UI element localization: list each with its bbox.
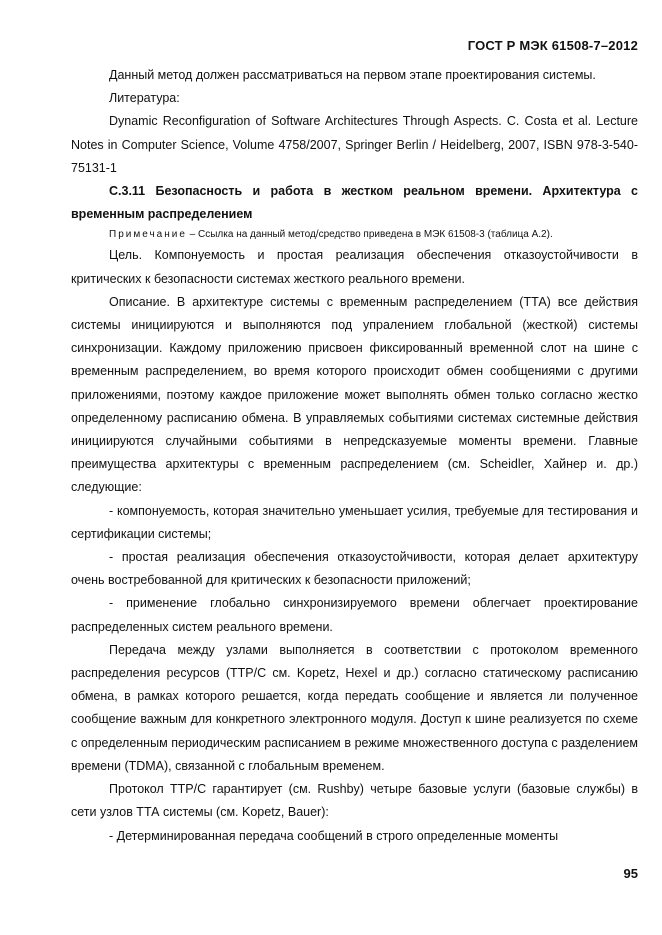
document-header: ГОСТ Р МЭК 61508-7–2012 [467, 38, 638, 53]
list-item-fault-tolerance: - простая реализация обеспечения отказоустойчивости, которая делает архитектуру очень востребованной для критических к безопасности приложений; [71, 550, 638, 588]
note-label: Примечание [109, 229, 187, 241]
list-item-deterministic: - Детерминированная передача сообщений в строго определенные моменты [109, 828, 559, 843]
paragraph-protocol: Протокол TTP/C гарантирует (см. Rushby) четыре базовые услуги (базовые службы) в сети узлов ТТА системы (см. Kopetz, Bauer): [71, 782, 638, 820]
note-text: – Ссылка на данный метод/средство приведена в МЭК 61508-3 (таблица А.2). [186, 229, 553, 241]
page-body [71, 64, 638, 848]
paragraph-description: Описание. В архитектуре системы с временным распределением (ТТА) все действия системы инициируются и выполняются под упралением глобальной (жесткой) системы синхронизации. Каждому приложению присвоен фиксированный временной слот на шине с временным распределением, во время которого происходит обмен сообщениями с другими приложениями, поэтому каждое приложение может выполнять обмен только согласно жестко определенному расписанию обмена. В управляемых событиями системах системные действия инициируются случайными событиями в непредсказуемые моменты времени. Главные преимущества архитектуры с временным распределением (см. Scheidler, Хайнер и. др.) следующие: [71, 294, 638, 495]
paragraph-reference: Dynamic Reconfiguration of Software Architectures Through Aspects. C. Costa et al. Lecture Notes in Computer Science, Volume 4758/2007, Springer Berlin / Heidelberg, 2007, ISBN 978-3-540-75131-1 [71, 114, 638, 175]
paragraph-goal: Цель. Компонуемость и простая реализация обеспечения отказоустойчивости в критических к безопасности системах жесткого реального времени. [71, 248, 638, 286]
list-item-composability: - компонуемость, которая значительно уменьшает усилия, требуемые для тестирования и сертификации системы; [71, 503, 638, 541]
section-heading: С.3.11 Безопасность и работа в жестком реальном времени. Архитектура с временным распределением [71, 184, 638, 222]
page-number: 95 [623, 866, 638, 881]
paragraph-transfer: Передача между узлами выполняется в соответствии с протоколом временного распределения ресурсов (TTP/C см. Kopetz, Hexel и др.) согласно статическому расписанию обмена, в рамках которого решается, когда передать сообщение и является ли полученное сообщение важным для конкретного электронного модуля. Доступ к шине реализуется по схеме с определенным периодическим расписанием в режиме множественного доступа с разделением времени (TDMA), связанной с глобальным временем. [71, 642, 638, 773]
paragraph-method-stage: Данный метод должен рассматриваться на первом этапе проектирования системы. [109, 68, 596, 82]
note [71, 226, 638, 244]
list-item-global-time: - применение глобально синхронизируемого времени облегчает проектирование распределенных систем реального времени. [71, 596, 638, 634]
paragraph-literature-label: Литература: [109, 91, 180, 106]
